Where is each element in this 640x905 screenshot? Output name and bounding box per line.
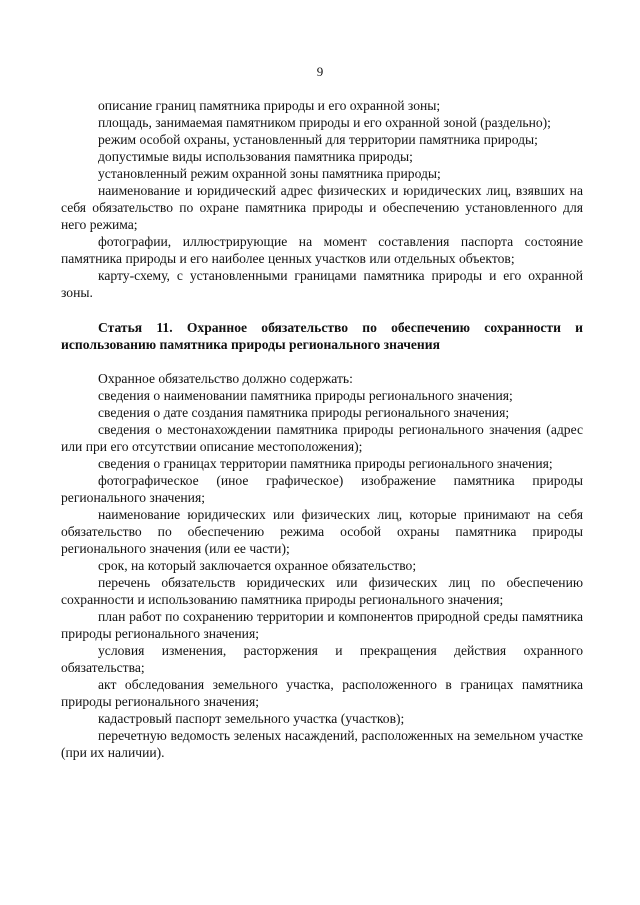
spacer [61, 301, 583, 319]
article-heading: Статья 11. Охранное обязательство по обеспечению сохранности и использованию памятника природы регионального значения [61, 320, 583, 352]
list-item: режим особой охраны, установленный для территории памятника природы; [98, 132, 538, 147]
list-item: сведения о дате создания памятника природы регионального значения; [98, 405, 510, 420]
list-item: допустимые виды использования памятника природы; [98, 149, 413, 164]
list-item: срок, на который заключается охранное обязательство; [98, 558, 417, 573]
list-item: перечень обязательств юридических или физических лиц по обеспечению сохранности и использованию памятника природы регионального значения; [61, 575, 583, 607]
spacer [61, 353, 583, 370]
list-item: сведения о местонахождении памятника природы регионального значения (адрес или при его отсутствии описание местоположения); [61, 422, 583, 454]
list-item: описание границ памятника природы и его охранной зоны; [98, 98, 441, 113]
list-item: акт обследования земельного участка, расположенного в границах памятника природы регионального значения; [61, 677, 583, 709]
list-item: перечетную ведомость зеленых насаждений, расположенных на земельном участке (при их наличии). [61, 728, 583, 760]
intro-paragraph: Охранное обязательство должно содержать: [98, 371, 353, 386]
list-item: фотографическое (иное графическое) изображение памятника природы регионального значения; [61, 473, 583, 505]
document-body [61, 97, 583, 761]
list-item: сведения о наименовании памятника природы регионального значения; [98, 388, 513, 403]
list-item: фотографии, иллюстрирующие на момент составления паспорта состояние памятника природы и его наиболее ценных участков или отдельных объектов; [61, 234, 583, 266]
list-item: наименование и юридический адрес физических и юридических лиц, взявших на себя обязательство по охране памятника природы и обеспечению установленного для него режима; [61, 183, 583, 232]
list-item: карту-схему, с установленными границами памятника природы и его охранной зоны. [61, 268, 583, 300]
list-item: условия изменения, расторжения и прекращения действия охранного обязательства; [61, 643, 583, 675]
list-item: установленный режим охранной зоны памятника природы; [98, 166, 441, 181]
list-item: план работ по сохранению территории и компонентов природной среды памятника природы регионального значения; [61, 609, 583, 641]
list-item: площадь, занимаемая памятником природы и его охранной зоной (раздельно); [98, 115, 551, 130]
list-item: наименование юридических или физических лиц, которые принимают на себя обязательство по обеспечению режима особой охраны памятника природы регионального значения (или ее части); [61, 507, 583, 556]
list-item: сведения о границах территории памятника природы регионального значения; [98, 456, 553, 471]
page-number: 9 [316, 64, 324, 79]
list-item: кадастровый паспорт земельного участка (участков); [98, 711, 405, 726]
